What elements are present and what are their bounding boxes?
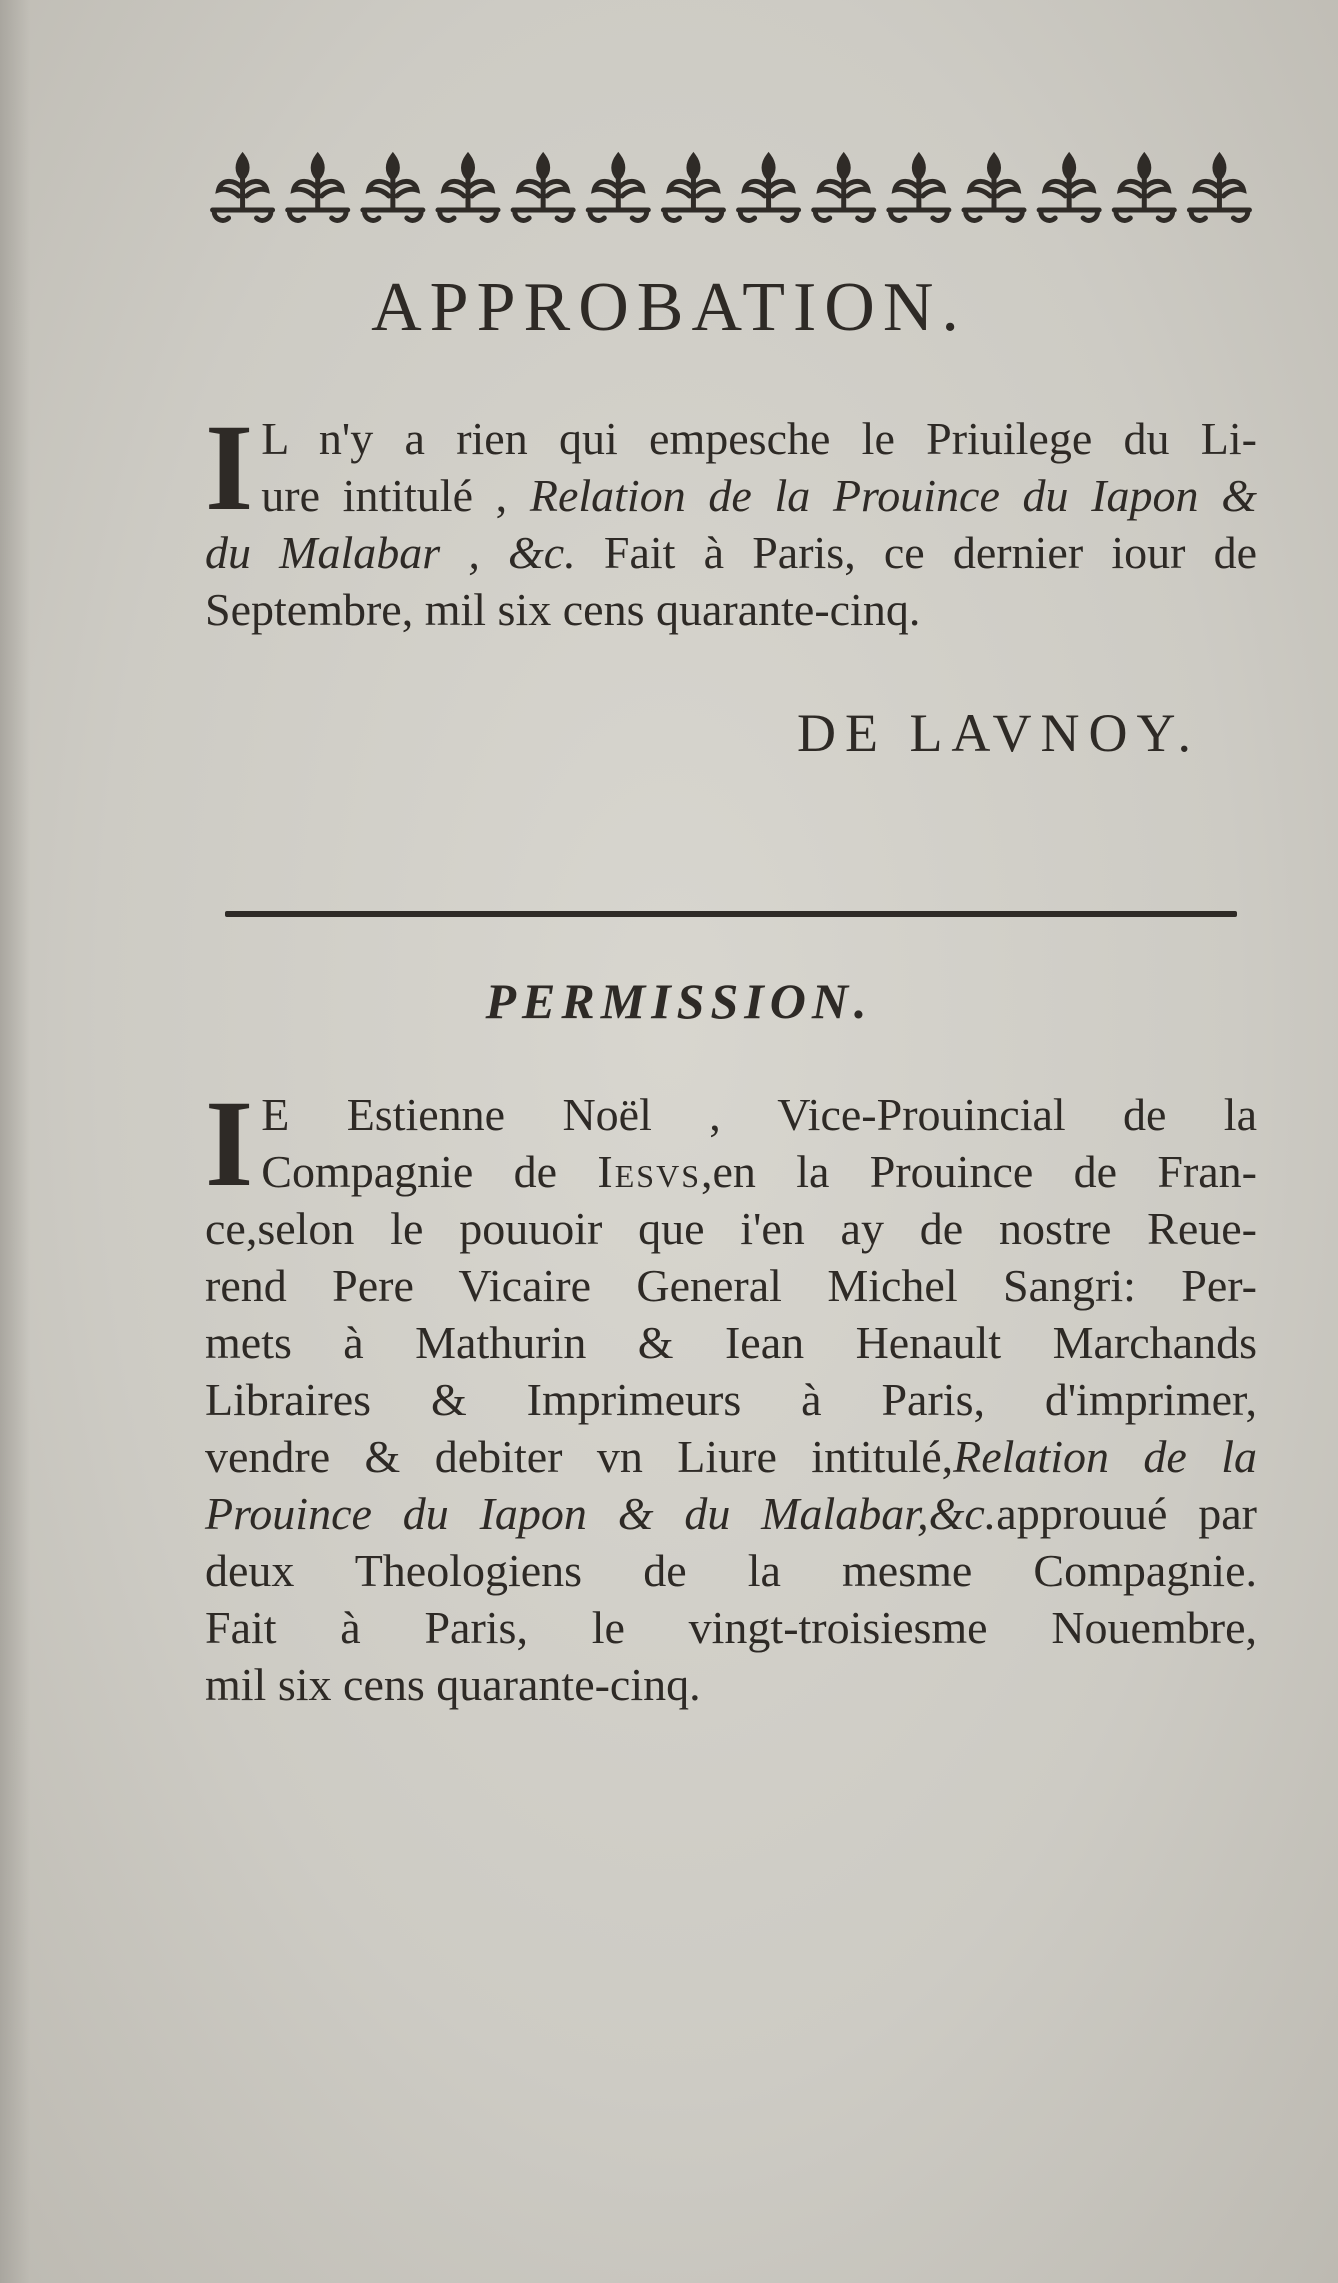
permission-title: PERMISSION. bbox=[485, 973, 873, 1029]
line-text: vendre & debiter vn Liure intitulé, bbox=[205, 1431, 954, 1482]
text-line bbox=[205, 524, 1257, 581]
fleuron-icon bbox=[1039, 154, 1099, 220]
text-line bbox=[205, 581, 1257, 638]
line-text: ure intitulé , bbox=[261, 470, 530, 521]
permission-paragraph bbox=[205, 1075, 1258, 1713]
line-text: E Estienne Noël , Vice-Prouincial de la bbox=[261, 1089, 1257, 1140]
fleuron-icon bbox=[513, 154, 573, 220]
book-title-italic: Relation de la bbox=[953, 1431, 1257, 1482]
fleuron-icon bbox=[588, 154, 648, 220]
book-title-italic: du Malabar , &c. bbox=[205, 527, 576, 578]
text-line bbox=[205, 1599, 1257, 1656]
line-text: mets à Mathurin & Iean Henault Marchands bbox=[205, 1317, 1257, 1368]
fleuron-icon bbox=[663, 154, 723, 220]
line-text: Compagnie de bbox=[261, 1146, 598, 1197]
dropcap: I bbox=[205, 399, 254, 536]
fleuron-icon bbox=[889, 154, 949, 220]
line-text: ,en la Prouince de Fran- bbox=[701, 1146, 1257, 1197]
fleuron-icon bbox=[213, 154, 273, 220]
book-title-italic: Relation de la Prouince du Iapon & bbox=[529, 470, 1257, 521]
fleuron-icon bbox=[1114, 154, 1174, 220]
fleuron-icon bbox=[363, 154, 423, 220]
fleuron-icon bbox=[1189, 154, 1249, 220]
name-smallcaps: Iesvs bbox=[597, 1146, 701, 1197]
fleuron-icon bbox=[964, 154, 1024, 220]
text-line bbox=[205, 1200, 1257, 1257]
text-line bbox=[205, 1542, 1257, 1599]
text-line bbox=[205, 410, 1257, 467]
text-line bbox=[205, 1086, 1257, 1143]
approbation-title: APPROBATION. bbox=[371, 269, 967, 346]
line-text: L n'y a rien qui empesche le Priuilege du Li- bbox=[261, 413, 1257, 464]
approbation-paragraph bbox=[205, 399, 1257, 638]
line-text: deux Theologiens de la mesme Compagnie. bbox=[205, 1545, 1257, 1596]
fleuron-icon bbox=[438, 154, 498, 220]
line-text: mil six cens quarante-cinq. bbox=[205, 1659, 701, 1710]
text-line bbox=[205, 467, 1257, 524]
line-text: rend Pere Vicaire General Michel Sangri: Per- bbox=[205, 1260, 1257, 1311]
section-divider-rule bbox=[225, 911, 1237, 917]
text-line bbox=[205, 1314, 1257, 1371]
line-text: approuué par bbox=[996, 1488, 1258, 1539]
text-line bbox=[205, 1485, 1257, 1542]
fleuron-icon bbox=[814, 154, 874, 220]
line-text: Fait à Paris, ce dernier iour de bbox=[575, 527, 1257, 578]
text-line bbox=[205, 1428, 1257, 1485]
dropcap: I bbox=[205, 1075, 254, 1212]
text-line bbox=[205, 1257, 1257, 1314]
text-line bbox=[205, 1143, 1257, 1200]
approbation-signature: DE LAVNOY. bbox=[796, 703, 1200, 763]
line-text: Septembre, mil six cens quarante-cinq. bbox=[205, 584, 921, 635]
fleuron-icon bbox=[739, 154, 799, 220]
text-line bbox=[205, 1371, 1257, 1428]
fleuron-icon bbox=[288, 154, 348, 220]
text-line bbox=[205, 1656, 1257, 1713]
fleuron-border-icon bbox=[205, 148, 1257, 228]
line-text: ce,selon le pouuoir que i'en ay de nostre Reue- bbox=[205, 1203, 1257, 1254]
line-text: Fait à Paris, le vingt-troisiesme Nouembre, bbox=[205, 1602, 1257, 1653]
book-title-italic: Prouince du Iapon & du Malabar,&c. bbox=[205, 1488, 997, 1539]
line-text: Libraires & Imprimeurs à Paris, d'imprimer, bbox=[205, 1374, 1257, 1425]
